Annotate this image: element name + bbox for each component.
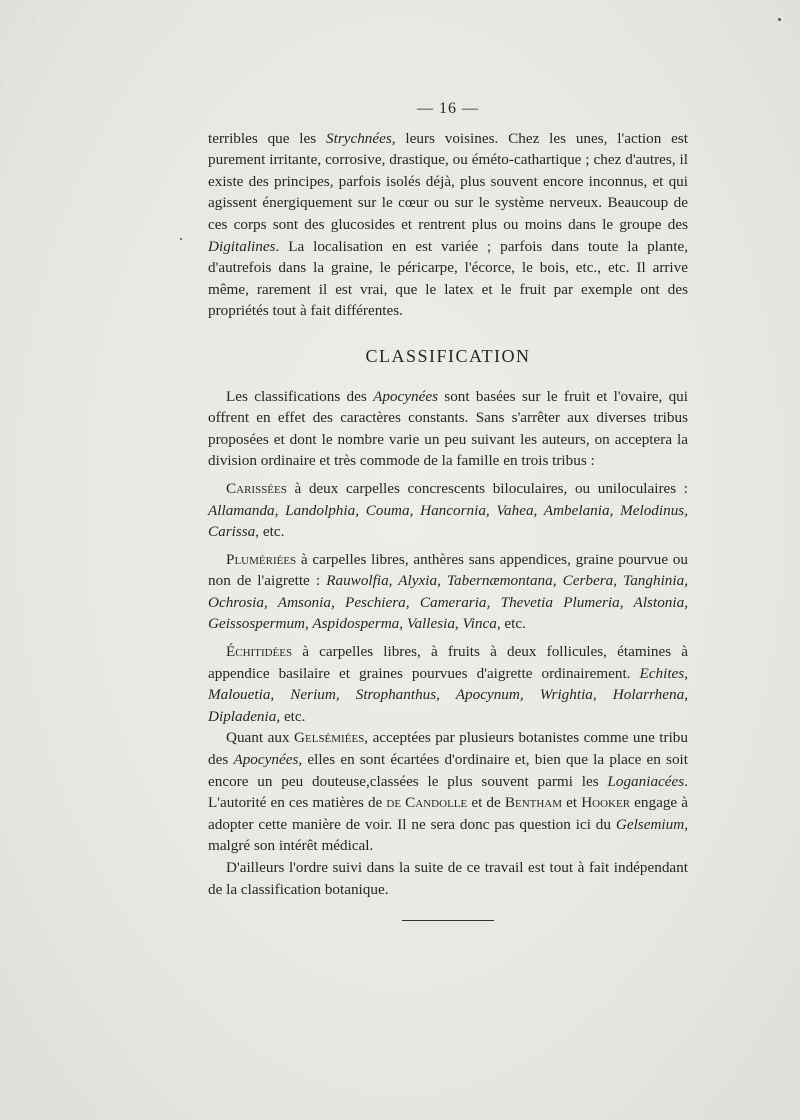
tribe-name: Carissées	[226, 479, 287, 497]
text-run: et de	[467, 794, 505, 812]
section-heading: CLASSIFICATION	[365, 345, 531, 366]
author-name: Hooker	[581, 794, 631, 812]
plumeriees-paragraph	[208, 549, 688, 635]
closing-paragraph: D'ailleurs l'ordre suivi dans la suite de ce travail est tout à fait indépendant de la classification botanique.	[208, 859, 688, 898]
text-run: sont basées sur le fruit et l'ovaire, qui offrent en effet des caractères constants. Sans s'arrêter aux diverses tribus proposées et dont le nombre varie un peu suivant les auteurs, on acceptera la division ordinaire et très commode de la famille en trois tribus :	[208, 387, 688, 470]
text-run: et	[562, 794, 582, 812]
text-run: , leurs voisines. Chez les unes, l'action est purement irritante, corrosive, drastique, ou éméto-cathartique ; chez d'autres, il existe des principes, parfois isolés déjà, plus souvent encore inconnus, et qui agissent énergiquement sur le cœur ou sur le système nerveux. Beaucoup de ces corps sont des glucosides et rentrent plus ou moins dans le groupe des	[208, 129, 689, 233]
italic-term: Loganiacées	[607, 772, 685, 790]
tribe-name: Gelsémiées	[294, 729, 365, 747]
text-run: Les classifications des	[226, 387, 374, 405]
text-run: . La localisation en est variée ; parfois dans toute la plante, d'autrefois dans la graine, le péricarpe, l'écorce, le bois, etc., etc. Il arrive même, rarement il est vrai, que le latex et le fruit par exemple ont des propriétés tout à fait différentes.	[208, 237, 688, 320]
page-content	[208, 98, 688, 921]
end-rule	[402, 920, 494, 921]
classification-paragraph	[208, 386, 688, 472]
gelsemiees-paragraph	[208, 727, 688, 857]
text-run: à carpelles libres, à fruits à deux follicules, étamines à appendice basilaire et graines pourvues d'aigrette ordinairement.	[208, 643, 688, 682]
text-run: etc.	[259, 523, 285, 541]
text-run: etc.	[500, 615, 526, 633]
italic-term: Apocynées	[373, 387, 439, 405]
text-run: , acceptées par plusieurs botanistes comme une tribu des	[208, 729, 688, 769]
echitidees-paragraph	[208, 641, 688, 727]
page-number: — 16 —	[417, 100, 479, 117]
genera-list: Rauwolfia, Alyxia, Tabernæmontana, Cerbera, Tanghinia, Ochrosia, Amsonia, Peschiera, Cameraria, Thevetia Plumeria, Alstonia, Geissospermum, Aspidosperma, Vallesia, Vinca,	[208, 572, 688, 633]
text-run: engage à adopter cette manière de voir. Il ne sera donc pas question ici du	[208, 794, 689, 833]
speck-mark	[180, 238, 182, 240]
italic-term: Digitalines	[208, 237, 276, 255]
tribe-name: Plumériées	[226, 550, 297, 568]
text-run: terribles que les	[208, 129, 326, 147]
text-run: etc.	[280, 707, 306, 725]
text-run: . L'autorité en ces matières de	[208, 772, 688, 812]
italic-term: Apocynées,	[233, 751, 303, 769]
genera-list: Allamanda, Landolphia, Couma, Hancornia, Vahea, Ambelania, Melodinus, Carissa,	[208, 501, 688, 541]
text-run: , malgré son intérêt médical.	[208, 815, 688, 855]
text-run: à deux carpelles concrescents biloculaires, ou uniloculaires :	[286, 479, 688, 497]
author-name: de Candolle	[386, 794, 468, 812]
text-run: Quant aux	[226, 729, 295, 747]
text-run: elles en sont écartées d'ordinaire et, bien que la place en soit encore un peu douteuse,classées le plus souvent parmi les	[208, 751, 688, 790]
text-run: à carpelles libres, anthères sans appendices, graine pourvue ou non de l'aigrette :	[208, 550, 688, 590]
speck-mark	[778, 18, 781, 21]
intro-paragraph	[208, 128, 688, 322]
author-name: Bentham	[504, 794, 563, 812]
carissees-paragraph	[208, 478, 688, 543]
tribe-name: Échitidées	[226, 643, 293, 661]
italic-term: Strychnées	[326, 129, 392, 147]
genera-list: Echites, Malouetia, Nerium, Strophanthus, Apocynum, Wrightia, Holarrhena, Dipladenia,	[208, 664, 688, 725]
italic-term: Gelsemium	[615, 815, 685, 833]
